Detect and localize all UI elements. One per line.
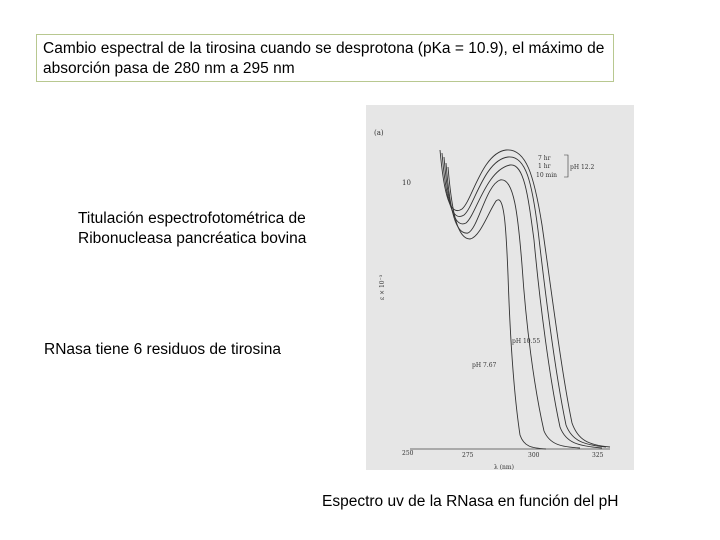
spectrum-caption: Espectro uv de la RNasa en función del pH bbox=[322, 493, 619, 510]
titration-note: Titulación espectrofotométrica de Ribonucleasa pancréatica bovina bbox=[78, 210, 307, 247]
curve-label-1hr: 1 hr bbox=[538, 163, 551, 170]
x-tick-325: 325 bbox=[592, 452, 604, 459]
header-text: Cambio espectral de la tirosina cuando se desprotona (pKa = 10.9), el máximo de absorción pasa de 280 nm a 295 nm bbox=[43, 40, 605, 77]
x-tick-300: 300 bbox=[528, 452, 540, 459]
y-axis-label: ε × 10⁻³ bbox=[379, 274, 386, 300]
curve-label-7hr: 7 hr bbox=[538, 155, 551, 162]
x-tick-250: 250 bbox=[402, 450, 414, 457]
curve-label-ph-7-67: pH 7.67 bbox=[472, 362, 497, 369]
curve-label-ph-12-2: pH 12.2 bbox=[570, 164, 595, 171]
tyrosine-note: RNasa tiene 6 residuos de tirosina bbox=[44, 341, 281, 358]
curve-label-10min: 10 min bbox=[536, 172, 558, 179]
curve-label-ph-10-55: pH 10.55 bbox=[512, 338, 541, 345]
x-tick-275: 275 bbox=[462, 452, 474, 459]
header-text-box bbox=[36, 34, 614, 82]
x-axis-label: λ (nm) bbox=[494, 464, 514, 470]
y-tick-label: 10 bbox=[402, 179, 411, 187]
panel-label: (a) bbox=[374, 129, 384, 137]
uv-spectrum-figure bbox=[366, 105, 634, 470]
